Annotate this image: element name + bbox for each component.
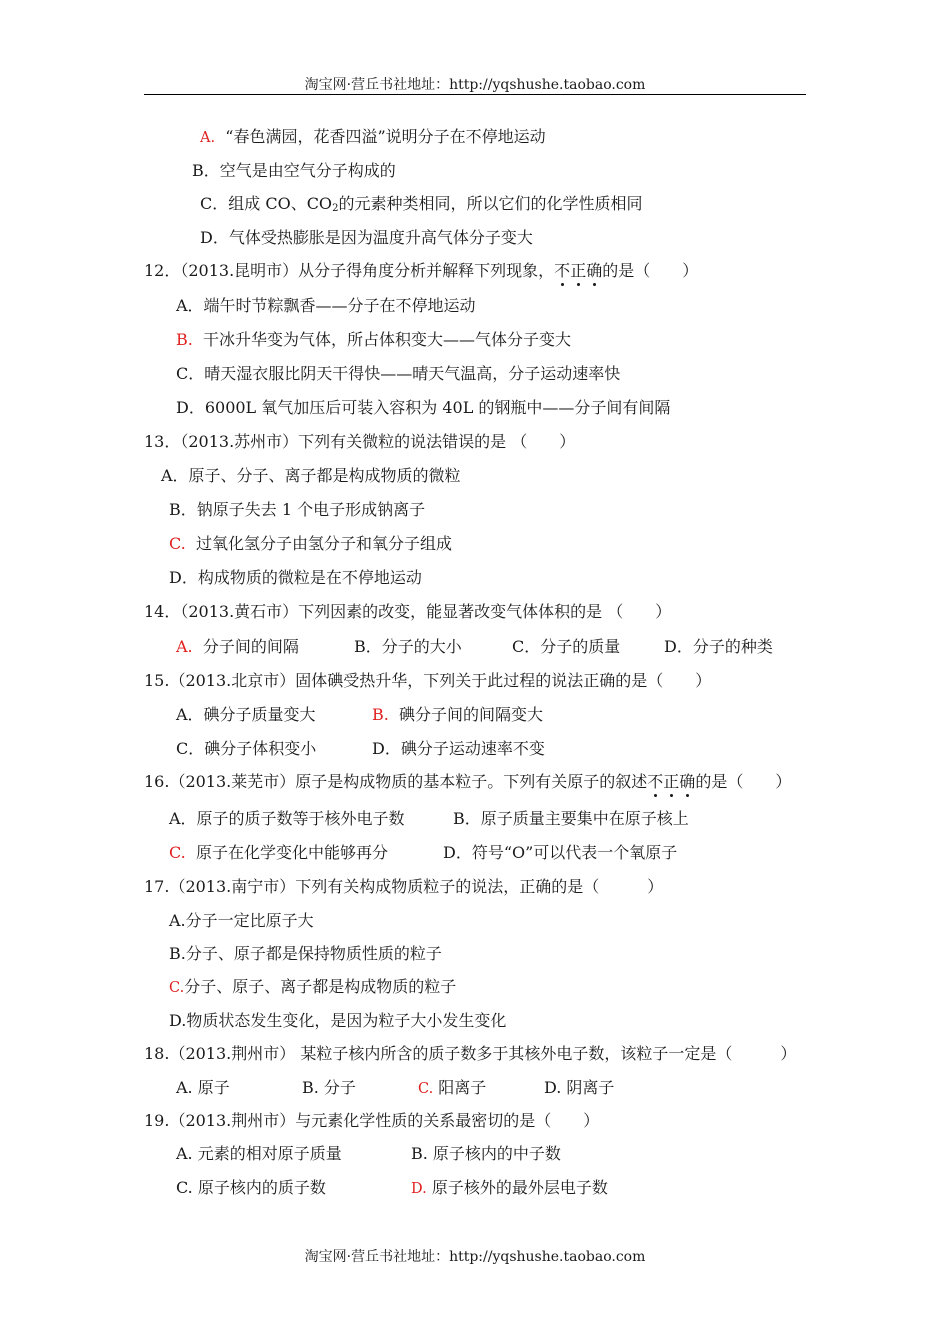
- q11-option-c-post: 的元素种类相同，所以它们的化学性质相同: [338, 194, 643, 213]
- q18-stem: 18.（2013.荆州市） 某粒子核内所含的质子数多于其核外电子数，该粒子一定是（ ）: [144, 1044, 797, 1063]
- q16-stem-post: 的是（ ）: [695, 772, 792, 791]
- q11-option-c: [200, 194, 642, 219]
- q19-stem: 19.（2013.荆州市）与元素化学性质的关系最密切的是（ ）: [144, 1111, 600, 1130]
- q12-stem-post: 的是（ ）: [602, 261, 699, 280]
- q14-option-a: [176, 637, 299, 657]
- q17-stem: 17.（2013.南宁市）下列有关构成物质粒子的说法，正确的是（ ）: [144, 877, 664, 896]
- q12-option-a: A．端午时节粽飘香——分子在不停地运动: [176, 296, 476, 315]
- page-header: 淘宝网·营丘书社地址：http://yqshushe.taobao.com: [304, 77, 646, 93]
- q12-option-d: D．6000L 氧气加压后可装入容积为 40L 的钢瓶中——分子间有间隔: [176, 398, 671, 417]
- q11-option-a: [200, 127, 546, 148]
- q14-option-b: B．分子的大小: [354, 637, 462, 656]
- q18-option-c: [418, 1078, 486, 1099]
- q15-option-d: D．碘分子运动速率不变: [372, 739, 545, 758]
- q19-option-d-label: D.: [411, 1181, 427, 1197]
- q16-option-c-label: C.: [169, 843, 186, 862]
- q11-option-d: D．气体受热膨胀是因为温度升高气体分子变大: [200, 228, 533, 247]
- q13-option-c-label: C.: [169, 534, 186, 553]
- q18-option-d: D. 阴离子: [544, 1078, 615, 1097]
- q12-stem: [144, 261, 698, 281]
- q17-option-c-text: 分子、原子、离子都是构成物质的粒子: [184, 977, 457, 996]
- q16-emphasis-3: 确: [679, 772, 696, 791]
- q15-option-b-label: B.: [372, 705, 389, 724]
- q12-option-b-text: 干冰升华变为气体，所占体积变大——气体分子变大: [203, 330, 572, 349]
- q14-option-d: D．分子的种类: [664, 637, 773, 656]
- q19-option-a: A. 元素的相对原子质量: [176, 1144, 342, 1163]
- q14-stem: 14．（2013.黄石市）下列因素的改变，能显著改变气体体积的是 （ ）: [144, 602, 672, 621]
- q16-emphasis-1: 不: [647, 772, 664, 791]
- q13-option-d: D．构成物质的微粒是在不停地运动: [169, 568, 422, 587]
- q14-option-a-text: 分子间的间隔: [202, 637, 299, 656]
- q12-option-b-label: B.: [176, 330, 193, 349]
- q17-option-b: B.分子、原子都是保持物质性质的粒子: [169, 944, 442, 963]
- q16-option-d: D．符号“O”可以代表一个氧原子: [443, 843, 678, 862]
- header-rule: [144, 94, 806, 95]
- q18-option-a: A. 原子: [176, 1078, 230, 1097]
- q18-option-c-text: 阳离子: [438, 1078, 487, 1097]
- q15-option-b: [372, 705, 543, 725]
- q19-option-b: B. 原子核内的中子数: [411, 1144, 561, 1163]
- q19-option-c: C. 原子核内的质子数: [176, 1178, 326, 1197]
- q12-emphasis-3: 确: [586, 261, 603, 280]
- q19-option-d: [411, 1178, 608, 1199]
- q18-option-b: B. 分子: [302, 1078, 356, 1097]
- q12-option-b: [176, 330, 571, 350]
- q12-emphasis-1: 不: [554, 261, 571, 280]
- q16-option-a: A．原子的质子数等于核外电子数: [169, 809, 405, 828]
- q17-option-c-label: C.: [169, 980, 185, 996]
- q14-option-c: C．分子的质量: [512, 637, 621, 656]
- q16-option-b: B．原子质量主要集中在原子核上: [453, 809, 689, 828]
- q11-option-c-sub: 2: [332, 203, 339, 214]
- q17-option-d: D.物质状态发生变化，是因为粒子大小发生变化: [169, 1011, 507, 1030]
- q15-option-a: A．碘分子质量变大: [176, 705, 316, 724]
- q11-option-a-label: A.: [200, 130, 216, 146]
- q13-option-b: B．钠原子失去 1 个电子形成钠离子: [169, 500, 426, 519]
- q12-stem-pre: 12．（2013.昆明市）从分子得角度分析并解释下列现象，: [144, 261, 555, 280]
- q11-option-b: B．空气是由空气分子构成的: [192, 161, 396, 180]
- q11-option-a-text: “春色满园，花香四溢”说明分子在不停地运动: [225, 127, 546, 146]
- q16-emphasis-2: 正: [663, 772, 680, 791]
- q15-stem: 15.（2013.北京市）固体碘受热升华，下列关于此过程的说法正确的是（ ）: [144, 671, 712, 690]
- q13-option-c-text: 过氧化氢分子由氢分子和氧分子组成: [195, 534, 452, 553]
- q11-option-c-pre: C．组成 CO、CO: [200, 194, 333, 213]
- q13-option-a: A．原子、分子、离子都是构成物质的微粒: [161, 466, 461, 485]
- page-footer: 淘宝网·营丘书社地址：http://yqshushe.taobao.com: [304, 1249, 646, 1265]
- q13-option-c: [169, 534, 452, 554]
- q16-option-c: [169, 843, 388, 863]
- q16-option-c-text: 原子在化学变化中能够再分: [195, 843, 388, 862]
- q14-option-a-label: A.: [176, 637, 193, 656]
- q13-stem: 13．（2013.苏州市）下列有关微粒的说法错误的是 （ ）: [144, 432, 576, 451]
- q15-option-b-text: 碘分子间的间隔变大: [399, 705, 544, 724]
- q12-option-c: C．晴天湿衣服比阴天干得快——晴天气温高，分子运动速率快: [176, 364, 621, 383]
- q15-option-c: C．碘分子体积变小: [176, 739, 317, 758]
- q17-option-c: [169, 977, 456, 998]
- q18-option-c-label: C.: [418, 1081, 434, 1097]
- q12-emphasis-2: 正: [570, 261, 587, 280]
- q16-stem-pre: 16.（2013.莱芜市）原子是构成物质的基本粒子。下列有关原子的叙述: [144, 772, 648, 791]
- q17-option-a: A.分子一定比原子大: [169, 911, 314, 930]
- q19-option-d-text: 原子核外的最外层电子数: [431, 1178, 608, 1197]
- q16-stem: [144, 772, 791, 792]
